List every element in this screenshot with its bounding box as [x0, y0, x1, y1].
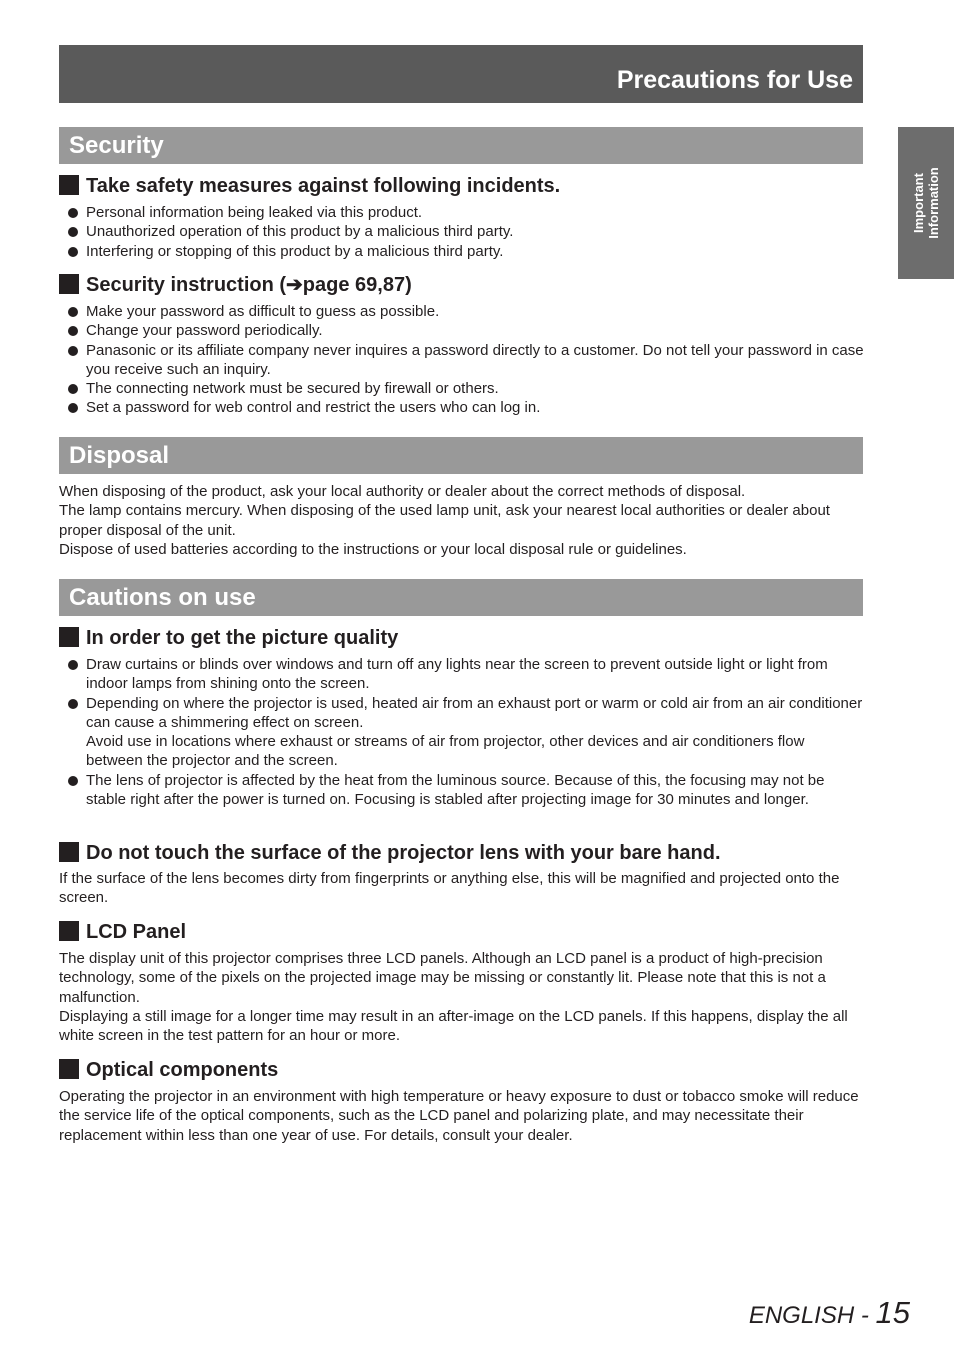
header-bar [59, 45, 863, 103]
subheading-lens-warning [59, 841, 721, 865]
safety-incidents-list [59, 203, 865, 261]
section-disposal [59, 437, 863, 474]
lens-warning-text [59, 869, 865, 908]
subheading-lcd-panel [59, 920, 186, 944]
list-item: Unauthorized operation of this product by a malicious third party. [59, 222, 865, 241]
paragraph-line: The lamp contains mercury. When disposing of the used lamp unit, ask your nearest local authorities or dealer about proper disposal of the unit. [59, 502, 830, 539]
lcd-panel-text [59, 949, 865, 1045]
paragraph-line: The display unit of this projector comprises three LCD panels. Although an LCD panel is a product of high-precision technology, some of the pixels on the projected image may be missing or constantly lit. Please note that this is not a malfunction. [59, 950, 826, 1006]
security-instruction-list [59, 302, 865, 418]
subheading-picture-quality [59, 626, 398, 650]
section-title-cautions: Cautions on use [69, 584, 256, 611]
section-title-security: Security [69, 132, 164, 159]
optical-components-text [59, 1087, 865, 1145]
arrow-right-icon: ➔ [286, 274, 303, 296]
side-tab-line-2: Information [926, 167, 941, 239]
page-number: 15 [875, 1295, 910, 1330]
picture-quality-list [59, 655, 865, 809]
paragraph-line: If the surface of the lens becomes dirty from fingerprints or anything else, this will be magnified and projected onto the screen. [59, 870, 840, 907]
side-tab-label [911, 167, 941, 239]
square-marker-icon [59, 1059, 79, 1079]
paragraph-line: Operating the projector in an environment with high temperature or heavy exposure to dust or tobacco smoke will reduce the service life of the optical components, such as the LCD panel and polarizing plate, and may necessitate their replacement within less than one year of use. For details, consult your dealer. [59, 1088, 859, 1144]
subheading-text: In order to get the picture quality [86, 627, 399, 649]
disposal-text [59, 482, 865, 559]
section-security [59, 127, 863, 164]
side-tab-important-information [898, 127, 954, 279]
list-item: Make your password as difficult to guess as possible. [59, 302, 865, 321]
list-item: The lens of projector is affected by the heat from the luminous source. Because of this, the focusing may not be stable right after the power is turned on. Focusing is stabled after projecting image for 30 minutes and longer. [59, 771, 865, 810]
subheading-text: Do not touch the surface of the projector lens with your bare hand. [86, 842, 721, 864]
page-footer [749, 1296, 910, 1333]
footer-language-label: ENGLISH - [748, 1302, 876, 1329]
side-tab-line-1: Important [911, 173, 926, 233]
list-item [59, 694, 865, 771]
list-item: Draw curtains or blinds over windows and turn off any lights near the screen to prevent outside light or light from indoor lamps from shining onto the screen. [59, 655, 865, 694]
square-marker-icon [59, 175, 79, 195]
list-item: Panasonic or its affiliate company never inquires a password directly to a customer. Do not tell your password in case you receive such an inquiry. [59, 341, 865, 380]
section-cautions-on-use [59, 579, 863, 616]
list-item: Interfering or stopping of this product by a malicious third party. [59, 242, 865, 261]
square-marker-icon [59, 274, 79, 294]
list-item-text: Depending on where the projector is used, heated air from an exhaust port or warm or cold air from an air conditioner can cause a shimmering effect on screen. [86, 694, 863, 731]
list-item-text: Avoid use in locations where exhaust or streams of air from projector, other devices and air conditioners flow between the projector and the screen. [86, 733, 805, 770]
list-item: Personal information being leaked via this product. [59, 203, 865, 222]
subheading-safety-measures [59, 174, 560, 198]
subheading-text: Security instruction ( [86, 274, 287, 296]
page-reference-link[interactable]: page 69,87 [302, 274, 406, 296]
paragraph-line: Displaying a still image for a longer time may result in an after-image on the LCD panels. If this happens, display the all white screen in the test pattern for an hour or more. [59, 1007, 848, 1045]
section-title-disposal: Disposal [69, 442, 170, 469]
page-header-title: Precautions for Use [616, 66, 853, 94]
list-item: Change your password periodically. [59, 321, 865, 340]
square-marker-icon [59, 921, 79, 941]
paragraph-line: When disposing of the product, ask your local authority or dealer about the correct methods of disposal. [59, 483, 746, 500]
subheading-text-end: ) [405, 274, 412, 296]
list-item: The connecting network must be secured by firewall or others. [59, 379, 865, 398]
subheading-text: LCD Panel [86, 921, 187, 943]
subheading-optical-components [59, 1058, 278, 1082]
subheading-security-instruction [59, 273, 412, 297]
subheading-text: Take safety measures against following incidents. [86, 175, 561, 197]
square-marker-icon [59, 842, 79, 862]
square-marker-icon [59, 627, 79, 647]
list-item: Set a password for web control and restrict the users who can log in. [59, 398, 865, 417]
paragraph-line: Dispose of used batteries according to the instructions or your local disposal rule or guidelines. [59, 540, 687, 558]
subheading-text: Optical components [86, 1059, 279, 1081]
